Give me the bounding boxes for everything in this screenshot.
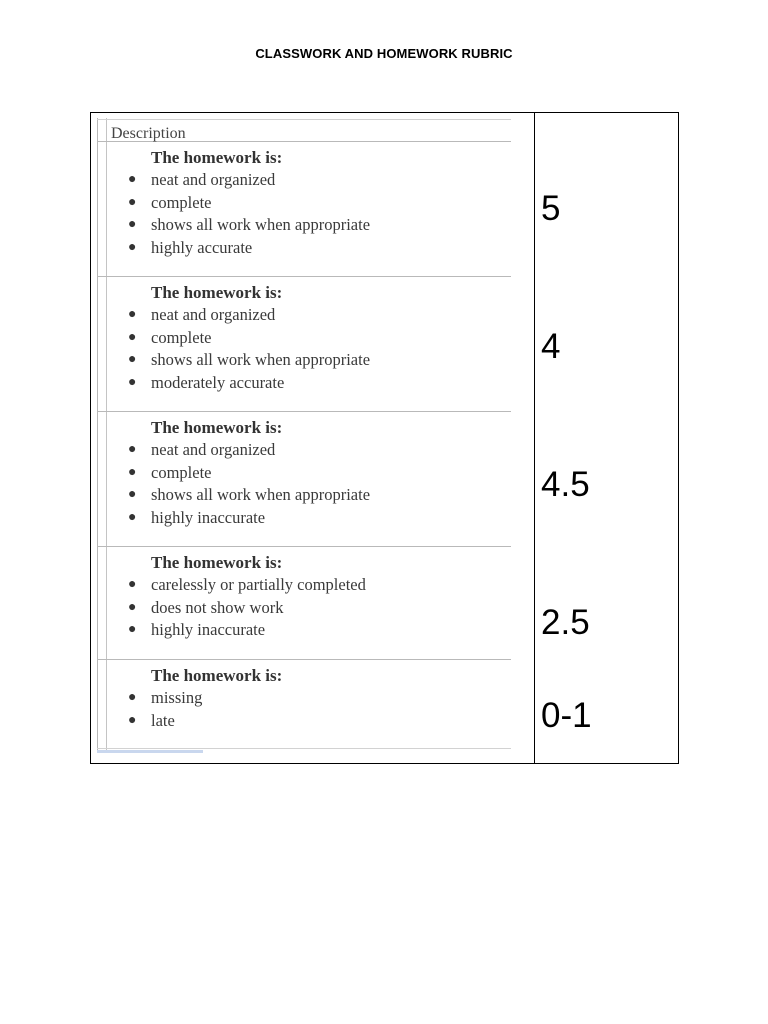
document-title: CLASSWORK AND HOMEWORK RUBRIC [255, 46, 513, 61]
bullet-icon: ● [128, 487, 137, 503]
description-image [97, 118, 511, 755]
bullet-icon: ● [128, 329, 137, 345]
criteria-list [126, 574, 506, 642]
row-heading: The homework is: [151, 283, 283, 302]
rubric-row-1 [126, 146, 506, 260]
image-row-line [97, 411, 511, 412]
bullet-icon: ● [128, 172, 137, 187]
bullet-icon: ● [128, 442, 137, 457]
score-value: 2.5 [541, 603, 590, 642]
row-heading: The homework is: [151, 553, 283, 572]
list-item: ● highly inaccurate [126, 507, 506, 530]
criteria-list [126, 439, 506, 530]
score-value: 5 [541, 189, 561, 228]
rubric-row-5 [126, 664, 506, 732]
list-item: ● shows all work when appropriate [126, 349, 506, 372]
list-item: ● highly inaccurate [126, 619, 506, 642]
bullet-icon: ● [128, 240, 137, 256]
list-item: ● shows all work when appropriate [126, 214, 506, 237]
bullet-icon: ● [128, 712, 137, 728]
image-row-line [97, 276, 511, 277]
image-row-line [97, 119, 511, 120]
bullet-icon: ● [128, 464, 137, 480]
bullet-icon: ● [128, 307, 137, 322]
score-value: 4 [541, 327, 561, 366]
image-border-line [106, 118, 107, 750]
list-item: ● missing [126, 687, 506, 710]
image-row-line [97, 546, 511, 547]
image-selection-bar [97, 750, 203, 753]
rubric-row-3 [126, 416, 506, 530]
bullet-icon: ● [128, 510, 137, 526]
rubric-row-4 [126, 551, 506, 642]
criteria-list [126, 169, 506, 260]
list-item: ● neat and organized [126, 304, 506, 327]
bullet-icon: ● [128, 375, 137, 391]
list-item: ● carelessly or partially completed [126, 574, 506, 597]
criteria-list [126, 304, 506, 395]
list-item: ● highly accurate [126, 237, 506, 260]
score-value: 0-1 [541, 696, 592, 735]
list-item: ● moderately accurate [126, 372, 506, 395]
list-item: ● shows all work when appropriate [126, 484, 506, 507]
bullet-icon: ● [128, 599, 137, 615]
description-header: Description [111, 125, 186, 142]
list-item: ● does not show work [126, 597, 506, 620]
rubric-row-2 [126, 281, 506, 395]
bullet-icon: ● [128, 217, 137, 233]
column-divider [534, 113, 535, 763]
image-border-line [97, 118, 98, 750]
image-row-line [97, 748, 511, 749]
score-value: 4.5 [541, 465, 590, 504]
row-heading: The homework is: [151, 148, 283, 167]
bullet-icon: ● [128, 690, 137, 705]
bullet-icon: ● [128, 622, 137, 638]
rubric-table [90, 112, 679, 764]
list-item: ● neat and organized [126, 439, 506, 462]
list-item: ● complete [126, 462, 506, 485]
image-row-line [97, 659, 511, 660]
row-heading: The homework is: [151, 418, 283, 437]
bullet-icon: ● [128, 194, 137, 210]
list-item: ● complete [126, 327, 506, 350]
list-item: ● neat and organized [126, 169, 506, 192]
list-item: ● late [126, 710, 506, 733]
list-item: ● complete [126, 192, 506, 215]
bullet-icon: ● [128, 577, 137, 592]
row-heading: The homework is: [151, 666, 283, 685]
criteria-list [126, 687, 506, 732]
bullet-icon: ● [128, 352, 137, 368]
